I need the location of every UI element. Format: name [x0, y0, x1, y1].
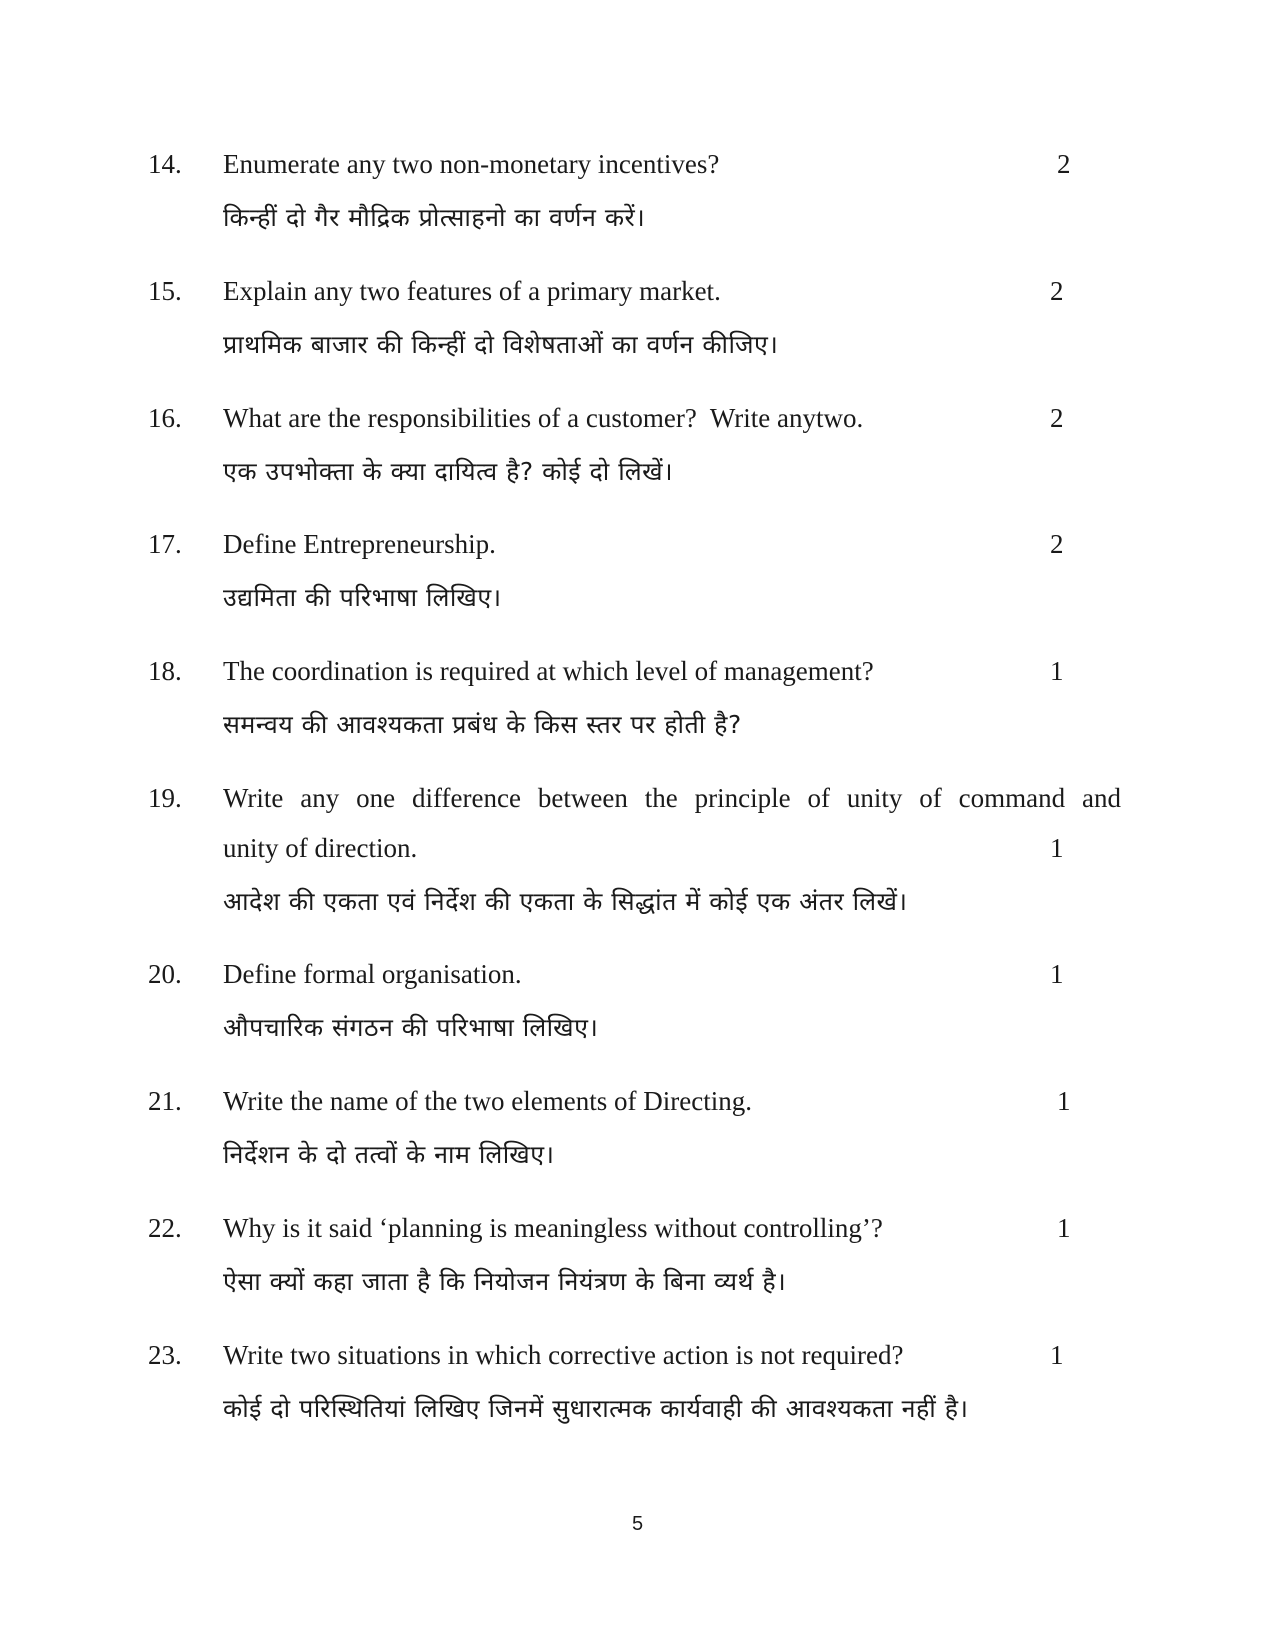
question-marks: 2 [1050, 403, 1064, 433]
question-text-hindi: ऐसा क्यों कहा जाता है कि नियोजन नियंत्रण के बिना व्यर्थ है। [223, 1267, 787, 1296]
question-text: Why is it said ‘planning is meaningless without controlling’? [223, 1213, 883, 1243]
question-marks: 1 [1050, 656, 1064, 686]
question-number: 23. [148, 1340, 182, 1370]
question-number: 18. [148, 656, 182, 686]
question-text-hindi: समन्वय की आवश्यकता प्रबंध के किस स्तर पर होती है? [223, 710, 742, 739]
question-text-hindi: किन्हीं दो गैर मौद्रिक प्रोत्साहनो का वर्णन करें। [223, 203, 646, 232]
question-number: 19. [148, 783, 182, 813]
question-number: 21. [148, 1086, 182, 1116]
question-text: The coordination is required at which level of management? [223, 656, 874, 686]
question-marks: 1 [1057, 1213, 1071, 1243]
question-text: Explain any two features of a primary market. [223, 276, 721, 306]
question-text-hindi: निर्देशन के दो तत्वों के नाम लिखिए। [223, 1140, 555, 1169]
question-number: 17. [148, 529, 182, 559]
question-text-hindi: आदेश की एकता एवं निर्देश की एकता के सिद्धांत में कोई एक अंतर लिखें। [223, 887, 908, 916]
question-text-hindi: कोई दो परिस्थितियां लिखिए जिनमें सुधारात्मक कार्यवाही की आवश्यकता नहीं है। [223, 1394, 969, 1423]
question-text-line2: unity of direction. [223, 833, 418, 863]
question-marks: 1 [1050, 833, 1064, 863]
question-number: 16. [148, 403, 182, 433]
question-number: 20. [148, 959, 182, 989]
page-number: 5 [631, 1513, 644, 1535]
question-marks: 2 [1057, 149, 1071, 179]
question-text: Write the name of the two elements of Directing. [223, 1086, 752, 1116]
question-text: Enumerate any two non-monetary incentives? [223, 149, 720, 179]
question-marks: 1 [1057, 1086, 1071, 1116]
question-text-hindi: औपचारिक संगठन की परिभाषा लिखिए। [223, 1013, 599, 1042]
question-marks: 1 [1050, 959, 1064, 989]
question-number: 22. [148, 1213, 182, 1243]
question-text: Write any one difference between the principle of unity of command and [223, 783, 1121, 813]
question-marks: 2 [1050, 529, 1064, 559]
question-text: Define formal organisation. [223, 959, 522, 989]
question-number: 15. [148, 276, 182, 306]
question-text-hindi: प्राथमिक बाजार की किन्हीं दो विशेषताओं का वर्णन कीजिए। [223, 330, 779, 359]
question-marks: 2 [1050, 276, 1064, 306]
question-marks: 1 [1050, 1340, 1064, 1370]
question-text: What are the responsibilities of a customer? Write anytwo. [223, 403, 864, 433]
question-text-hindi: एक उपभोक्ता के क्या दायित्व है? कोई दो लिखें। [223, 457, 674, 486]
question-number: 14. [148, 149, 182, 179]
question-text: Write two situations in which corrective action is not required? [223, 1340, 904, 1370]
question-text-hindi: उद्यमिता की परिभाषा लिखिए। [223, 583, 502, 612]
question-text: Define Entrepreneurship. [223, 529, 496, 559]
